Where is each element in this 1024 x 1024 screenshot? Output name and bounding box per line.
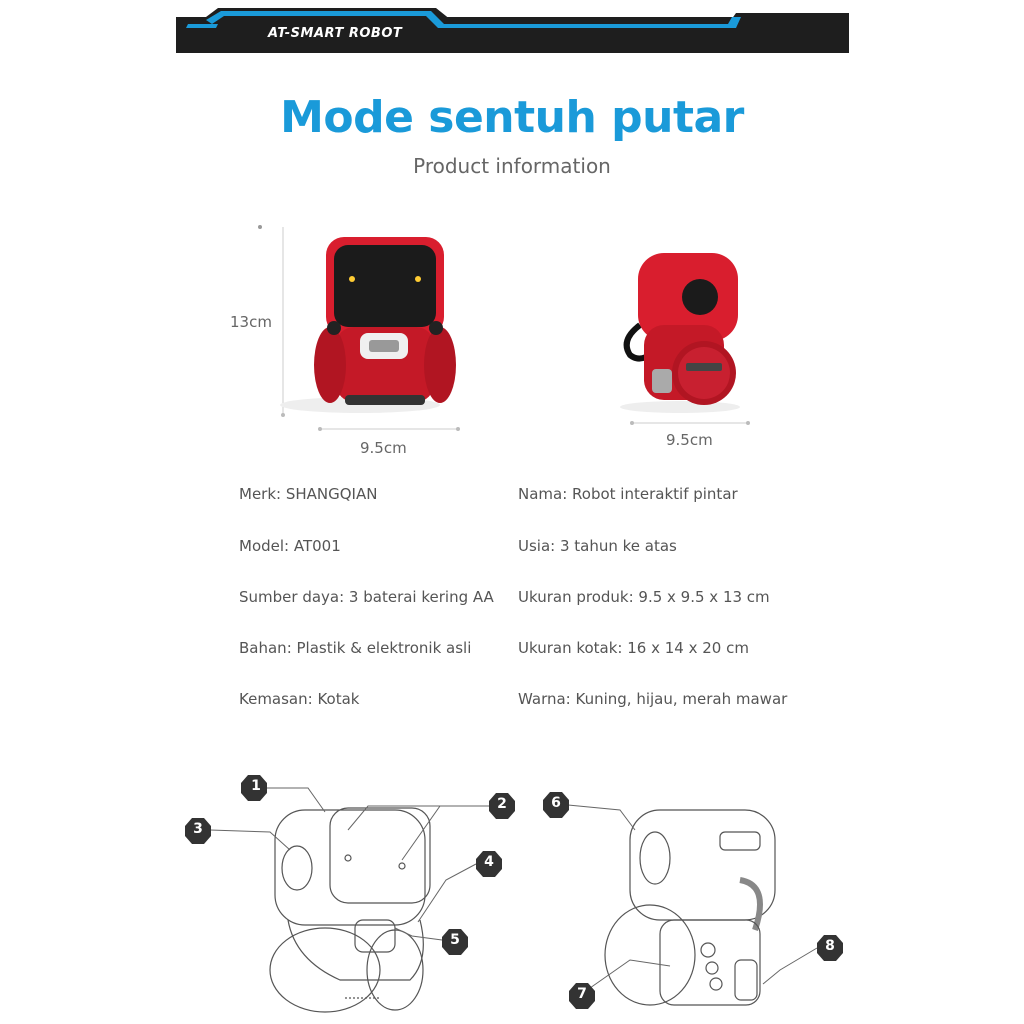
spec-color: Warna: Kuning, hijau, merah mawar bbox=[518, 690, 788, 708]
front-width-line bbox=[318, 425, 460, 433]
spec-model: Model: AT001 bbox=[239, 537, 341, 555]
side-width-label: 9.5cm bbox=[666, 431, 713, 449]
callout-4: 4 bbox=[484, 854, 494, 870]
page-title: Mode sentuh putar bbox=[280, 92, 744, 143]
callout-1: 1 bbox=[251, 778, 261, 794]
spec-product-size: Ukuran produk: 9.5 x 9.5 x 13 cm bbox=[518, 588, 770, 606]
spec-box-size: Ukuran kotak: 16 x 14 x 20 cm bbox=[518, 639, 749, 657]
height-label: 13cm bbox=[230, 313, 272, 331]
callout-6: 6 bbox=[551, 795, 561, 811]
spec-material: Bahan: Plastik & elektronik asli bbox=[239, 639, 472, 657]
spec-name: Nama: Robot interaktif pintar bbox=[518, 485, 738, 503]
robot-front-photo bbox=[250, 215, 480, 435]
banner-title: AT-SMART ROBOT bbox=[268, 26, 403, 41]
callout-2: 2 bbox=[497, 796, 507, 812]
robot-side-photo bbox=[600, 245, 760, 420]
spec-power: Sumber daya: 3 baterai kering AA bbox=[239, 588, 494, 606]
spec-packaging: Kemasan: Kotak bbox=[239, 690, 360, 708]
page-subtitle: Product information bbox=[413, 154, 611, 178]
spec-brand: Merk: SHANGQIAN bbox=[239, 485, 378, 503]
front-width-label: 9.5cm bbox=[360, 439, 407, 457]
callout-8: 8 bbox=[825, 938, 835, 954]
side-width-line bbox=[630, 419, 750, 427]
spec-age: Usia: 3 tahun ke atas bbox=[518, 537, 677, 555]
callout-3: 3 bbox=[193, 821, 203, 837]
callout-7: 7 bbox=[577, 986, 587, 1002]
robot-line-diagrams bbox=[180, 770, 860, 1020]
callout-5: 5 bbox=[450, 932, 460, 948]
